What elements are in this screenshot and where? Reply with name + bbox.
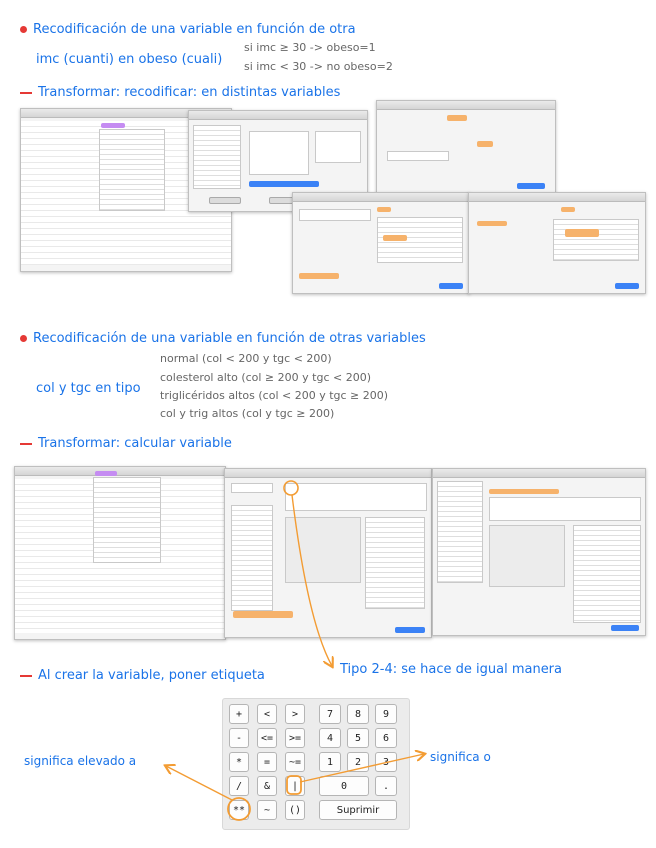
same-way-note: Tipo 2-4: se hace de igual manera — [340, 662, 562, 677]
section2-step: Transformar: calcular variable — [20, 436, 232, 451]
section1-rule2: si imc < 30 -> no obeso=2 — [244, 60, 393, 73]
section1-step: Transformar: recodificar: en distintas variables — [20, 85, 340, 100]
key-not[interactable]: ~ — [257, 800, 277, 820]
section2-rule4: col y trig altos (col y tgc ≥ 200) — [160, 407, 335, 420]
section2-rule3: triglicéridos altos (col < 200 y tgc ≥ 200) — [160, 389, 389, 402]
section1-subtitle: imc (cuanti) en obeso (cuali) — [36, 52, 223, 67]
key-divide[interactable]: / — [229, 776, 249, 796]
key-less-equal[interactable]: <= — [257, 728, 277, 748]
key-and[interactable]: & — [257, 776, 277, 796]
key-plus[interactable]: + — [229, 704, 249, 724]
key-0[interactable]: 0 — [319, 776, 369, 796]
key-5[interactable]: 5 — [347, 728, 369, 748]
key-less-than[interactable]: < — [257, 704, 277, 724]
key-or[interactable]: | — [285, 776, 305, 796]
key-parentheses[interactable]: () — [285, 800, 305, 820]
key-power[interactable]: ** — [229, 800, 249, 820]
section2-rule1: normal (col < 200 y tgc < 200) — [160, 352, 332, 365]
key-not-equal[interactable]: ~= — [285, 752, 305, 772]
section2-subtitle: col y tgc en tipo — [36, 381, 141, 396]
key-1[interactable]: 1 — [319, 752, 341, 772]
power-arrow — [166, 766, 232, 800]
or-arrow — [300, 754, 424, 782]
key-decimal[interactable]: . — [375, 776, 397, 796]
label-note: Al crear la variable, poner etiqueta — [20, 668, 265, 683]
key-minus[interactable]: - — [229, 728, 249, 748]
or-note: significa o — [430, 750, 491, 764]
section1-rule1: si imc ≥ 30 -> obeso=1 — [244, 41, 376, 54]
key-8[interactable]: 8 — [347, 704, 369, 724]
or-key-highlight — [287, 776, 301, 794]
section2-title: Recodificación de una variable en función de otras variables — [20, 331, 426, 346]
key-greater-than[interactable]: > — [285, 704, 305, 724]
key-equals[interactable]: = — [257, 752, 277, 772]
key-multiply[interactable]: * — [229, 752, 249, 772]
delete-button[interactable]: Suprimir — [319, 800, 397, 820]
key-7[interactable]: 7 — [319, 704, 341, 724]
key-9[interactable]: 9 — [375, 704, 397, 724]
key-4[interactable]: 4 — [319, 728, 341, 748]
key-6[interactable]: 6 — [375, 728, 397, 748]
key-2[interactable]: 2 — [347, 752, 369, 772]
power-note: significa elevado a — [24, 754, 137, 768]
section1-title: Recodificación de una variable en función de otra — [20, 22, 356, 37]
section2-rule2: colesterol alto (col ≥ 200 y tgc < 200) — [160, 371, 371, 384]
key-greater-equal[interactable]: >= — [285, 728, 305, 748]
compute-if-circle — [284, 481, 298, 495]
power-key-circle — [228, 798, 250, 820]
same-way-arrow — [292, 495, 332, 666]
